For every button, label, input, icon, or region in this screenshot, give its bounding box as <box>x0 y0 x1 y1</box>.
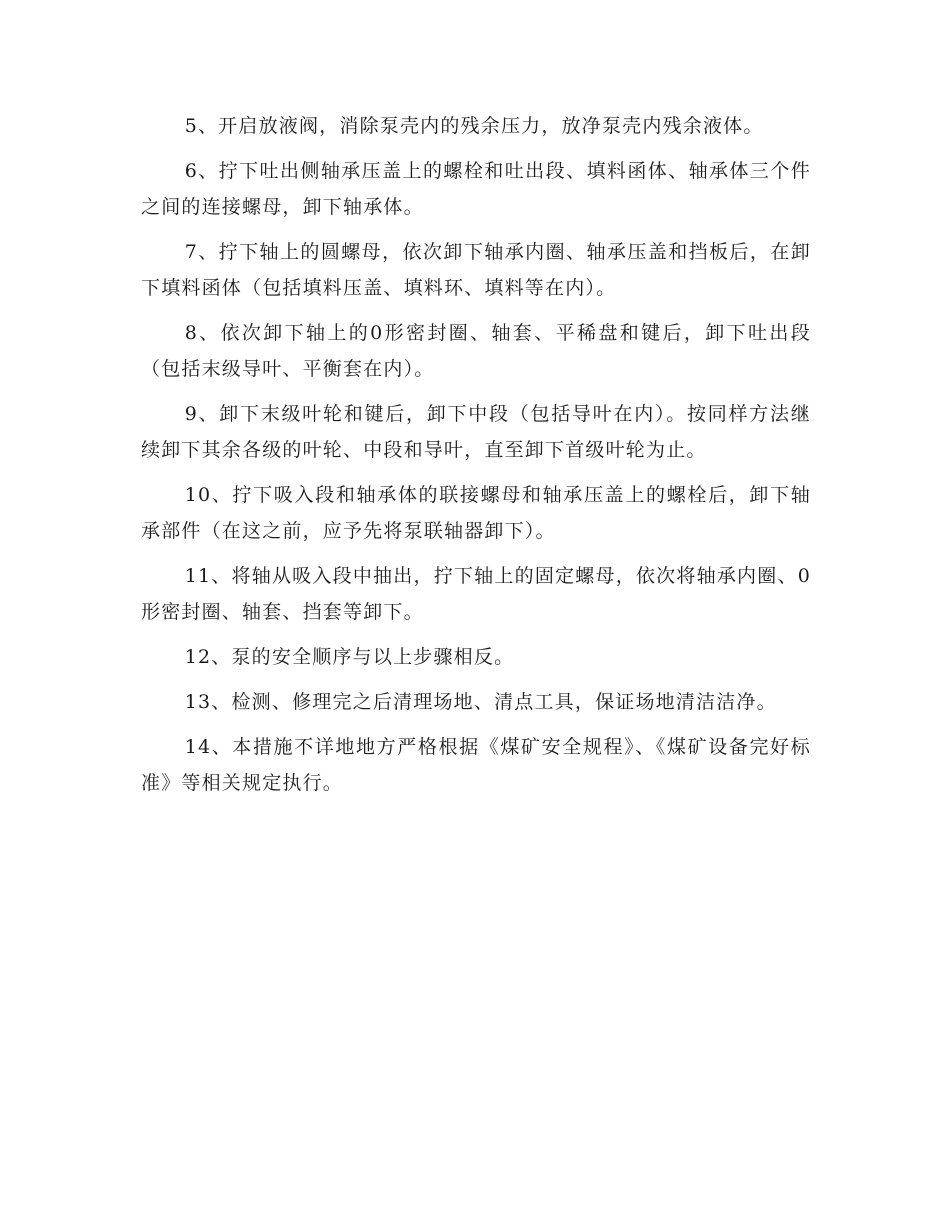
step-7-paragraph: 7、拧下轴上的圆螺母，依次卸下轴承内圈、轴承压盖和挡板后，在卸下填料函体（包括填料压盖、填料环、填料等在内）。 <box>141 241 811 299</box>
step-6-paragraph: 6、拧下吐出侧轴承压盖上的螺栓和吐出段、填料函体、轴承体三个件之间的连接螺母，卸下轴承体。 <box>141 160 811 218</box>
step-9-paragraph: 9、卸下末级叶轮和键后，卸下中段（包括导叶在内）。按同样方法继续卸下其余各级的叶轮、中段和导叶，直至卸下首级叶轮为止。 <box>141 403 811 461</box>
step-11-paragraph: 11、将轴从吸入段中抽出，拧下轴上的固定螺母，依次将轴承内圈、0形密封圈、轴套、挡套等卸下。 <box>141 565 811 623</box>
step-5-paragraph: 5、开启放液阀，消除泵壳内的残余压力，放净泵壳内残余液体。 <box>184 115 764 137</box>
step-8-paragraph: 8、依次卸下轴上的0形密封圈、轴套、平稀盘和键后，卸下吐出段（包括末级导叶、平衡套在内）。 <box>141 322 811 380</box>
document-body <box>141 108 811 810</box>
step-14-paragraph: 14、本措施不详地地方严格根据《煤矿安全规程》、《煤矿设备完好标准》等相关规定执行。 <box>141 736 811 794</box>
step-13-paragraph: 13、检测、修理完之后清理场地、清点工具，保证场地清洁洁净。 <box>184 691 777 713</box>
step-10-paragraph: 10、拧下吸入段和轴承体的联接螺母和轴承压盖上的螺栓后，卸下轴承部件（在这之前，应予先将泵联轴器卸下）。 <box>141 484 811 542</box>
step-12-paragraph: 12、泵的安全顺序与以上步骤相反。 <box>184 646 515 668</box>
